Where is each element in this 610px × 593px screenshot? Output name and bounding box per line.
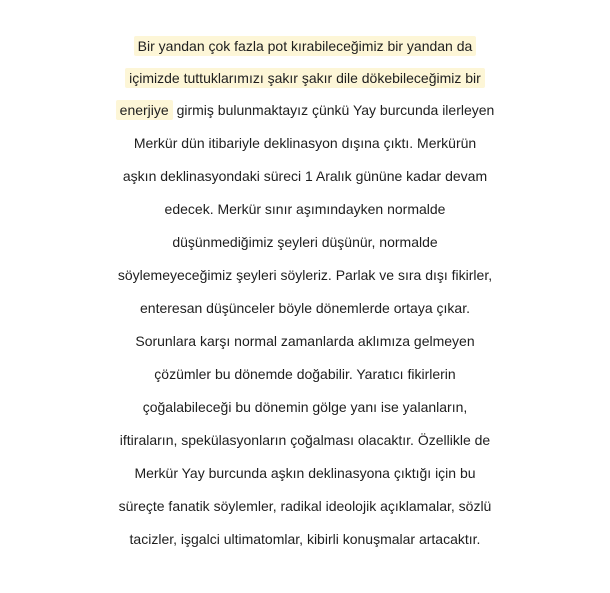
text-line-10: Sorunlara karşı normal zamanlarda aklımıza gelmeyen <box>135 333 475 349</box>
text-line-3-rest: girmiş bulunmaktayız çünkü Yay burcunda ilerleyen <box>172 102 495 118</box>
text-line-16: tacizler, işgalci ultimatomlar, kibirli konuşmalar artacaktır. <box>129 531 481 547</box>
text-line-9: enteresan düşünceler böyle dönemlerde ortaya çıkar. <box>140 300 470 316</box>
highlight-span-2: içimizde tuttuklarımızı şakır şakır dile dökebileceğimiz bir <box>125 68 485 88</box>
text-line-3 <box>0 95 610 125</box>
highlight-span-3: enerjiye <box>116 100 173 120</box>
text-line-11: çözümler bu dönemde doğabilir. Yaratıcı fikirlerin <box>154 366 456 382</box>
text-line-7: düşünmediğimiz şeyleri düşünür, normalde <box>172 234 438 250</box>
text-line-1 <box>0 31 610 61</box>
text-line-2 <box>0 63 610 93</box>
text-line-5: aşkın deklinasyondaki süreci 1 Aralık gününe kadar devam <box>122 168 488 184</box>
text-line-13: iftiraların, spekülasyonların çoğalması olacaktır. Özellikle de <box>119 432 491 448</box>
text-line-4: Merkür dün itibariyle deklinasyon dışına çıktı. Merkürün <box>133 135 477 151</box>
text-line-14: Merkür Yay burcunda aşkın deklinasyona çıktığı için bu <box>134 465 476 481</box>
text-line-6: edecek. Merkür sınır aşımındayken normalde <box>164 201 446 217</box>
text-line-12: çoğalabileceği bu dönemin gölge yanı ise yalanların, <box>142 399 468 415</box>
highlight-span-1: Bir yandan çok fazla pot kırabileceğimiz bir yandan da <box>134 36 477 56</box>
text-line-15: süreçte fanatik söylemler, radikal ideolojik açıklamalar, sözlü <box>118 498 492 514</box>
text-line-8: söylemeyeceğimiz şeyleri söyleriz. Parlak ve sıra dışı fikirler, <box>117 267 493 283</box>
